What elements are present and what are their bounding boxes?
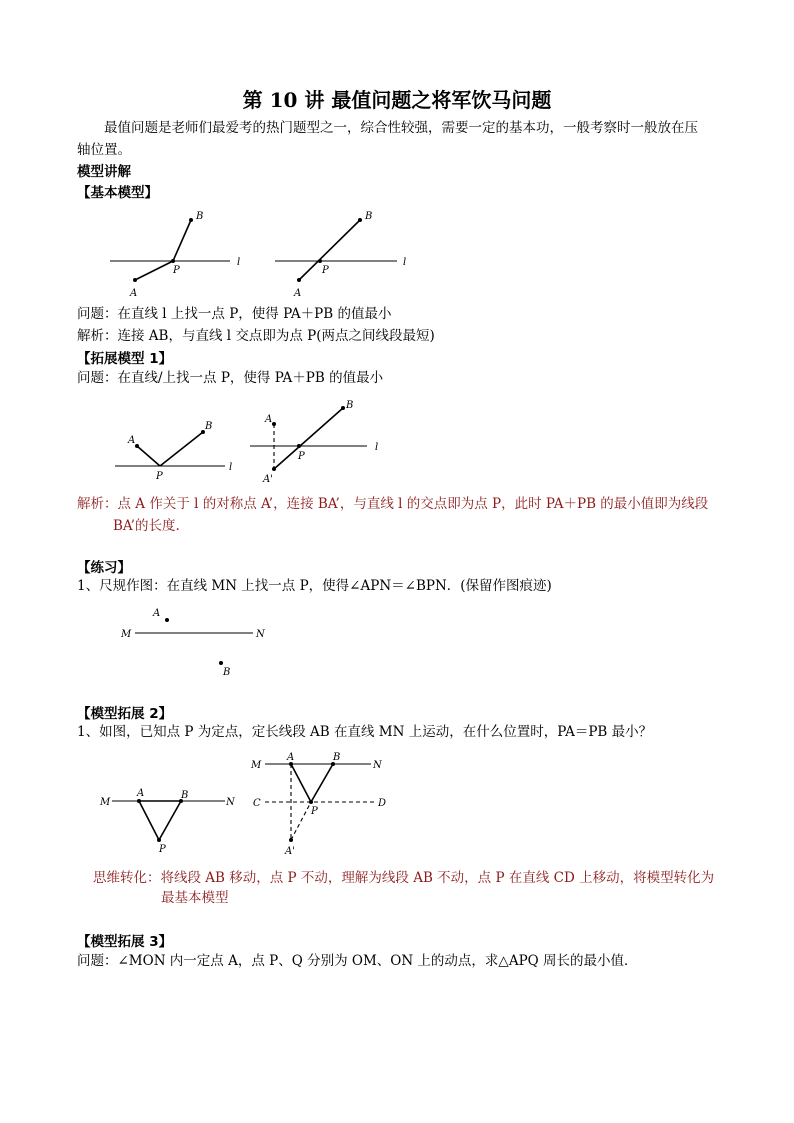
ext2-thinking-line-1: 思维转化：将线段 AB 移动，点 P 不动，理解为线段 AB 不动，点 P 在直线 CD 上移动，将模型转化为 — [93, 870, 715, 886]
segment-PB — [311, 764, 333, 802]
ext1-figure-2 — [245, 398, 395, 488]
dashed-A-prime-P — [291, 802, 311, 840]
label-M: M — [121, 629, 132, 640]
label-l: l — [237, 257, 241, 268]
label-A: A — [128, 435, 136, 446]
point-P — [309, 800, 313, 804]
ext1-analysis-line-2: BA’的长度. — [113, 518, 180, 534]
section-explain: 模型讲解 — [77, 164, 131, 180]
ext1-figure-1 — [110, 410, 250, 485]
segment-PB — [160, 432, 203, 466]
segment-PB — [159, 801, 181, 840]
label-P: P — [156, 471, 163, 482]
label-B: B — [223, 667, 231, 678]
ext2-thinking-line-2: 最基本模型 — [161, 890, 229, 906]
point-A-prime — [272, 467, 276, 471]
label-P: P — [298, 451, 305, 462]
label-B: B — [365, 211, 373, 222]
label-l: l — [375, 442, 379, 453]
label-P: P — [322, 265, 329, 276]
point-A — [165, 618, 169, 622]
point-B — [189, 218, 193, 222]
segment-PB — [173, 220, 191, 261]
point-P — [318, 259, 322, 263]
label-N: N — [256, 629, 265, 640]
ext3-heading: 【模型拓展 3】 — [77, 934, 173, 950]
label-B: B — [196, 211, 204, 222]
label-M: M — [251, 760, 262, 771]
ext2-heading: 【模型拓展 2】 — [77, 706, 173, 722]
segment-A-prime-B — [274, 408, 343, 469]
label-B: B — [205, 421, 213, 432]
label-l: l — [229, 462, 233, 473]
page-title: 第 10 讲 最值问题之将军饮马问题 — [242, 88, 552, 112]
point-B — [341, 406, 345, 410]
label-A: A — [265, 414, 273, 425]
label-M: M — [100, 797, 111, 808]
basic-model-problem: 问题：在直线 l 上找一点 P，使得 PA＋PB 的值最小 — [77, 306, 392, 322]
label-P: P — [311, 806, 318, 817]
point-B — [219, 661, 223, 665]
label-A: A — [287, 752, 295, 763]
label-A-prime: A' — [263, 474, 273, 485]
point-A — [272, 422, 276, 426]
basic-model-figure-2 — [265, 206, 425, 301]
ext1-heading: 【拓展模型 1】 — [77, 351, 173, 367]
label-l: l — [403, 257, 407, 268]
label-B: B — [181, 790, 189, 801]
ext1-analysis-line-1: 解析：点 A 作关于 l 的对称点 A’，连接 BA’，与直线 l 的交点即为点 P，此时 PA＋PB 的最小值即为线段 — [77, 496, 709, 512]
ext2-figure-1 — [95, 785, 245, 855]
segment-AP — [137, 446, 160, 466]
segment-AP — [291, 764, 311, 802]
label-B: B — [333, 752, 341, 763]
label-B: B — [346, 400, 354, 411]
point-B — [358, 218, 362, 222]
point-P — [297, 444, 301, 448]
ext2-q1: 1、如图，已知点 P 为定点，定长线段 AB 在直线 MN 上运动，在什么位置时，PA＝PB 最小？ — [77, 724, 653, 740]
segment-AB — [299, 220, 360, 280]
label-N: N — [373, 760, 382, 771]
point-A — [297, 278, 301, 282]
ext2-figure-2 — [245, 750, 395, 860]
practice-q1: 1、尺规作图：在直线 MN 上找一点 P，使得∠APN＝∠BPN．(保留作图痕迹) — [77, 578, 552, 594]
intro-line-1: 最值问题是老师们最爱考的热门题型之一，综合性较强，需要一定的基本功，一般考察时一般放在压 — [104, 120, 698, 136]
ext3-problem: 问题：∠MON 内一定点 A，点 P、Q 分别为 OM、ON 上的动点，求△APQ 周长的最小值． — [77, 953, 638, 969]
practice-figure — [115, 600, 275, 685]
label-A: A — [153, 608, 161, 619]
practice-heading: 【练习】 — [77, 560, 131, 576]
label-N: N — [226, 797, 235, 808]
point-A — [137, 799, 141, 803]
ext1-problem: 问题：在直线/上找一点 P，使得 PA＋PB 的值最小 — [77, 370, 384, 386]
point-P — [171, 259, 175, 263]
point-P — [157, 838, 161, 842]
basic-model-figure-1 — [100, 206, 260, 301]
label-P: P — [173, 265, 180, 276]
basic-model-heading: 【基本模型】 — [77, 185, 158, 201]
segment-AP — [139, 801, 159, 840]
label-A: A — [130, 288, 138, 299]
point-A — [135, 444, 139, 448]
point-A-prime — [289, 838, 293, 842]
segment-PA — [135, 261, 173, 280]
point-A — [133, 278, 137, 282]
label-A-prime: A' — [285, 846, 295, 857]
label-P: P — [159, 844, 166, 855]
label-D: D — [378, 798, 387, 809]
basic-model-analysis: 解析：连接 AB，与直线 l 交点即为点 P(两点之间线段最短) — [77, 328, 435, 344]
label-C: C — [253, 798, 261, 809]
label-A: A — [137, 788, 145, 799]
intro-line-2: 轴位置。 — [77, 142, 131, 158]
label-A: A — [294, 288, 302, 299]
